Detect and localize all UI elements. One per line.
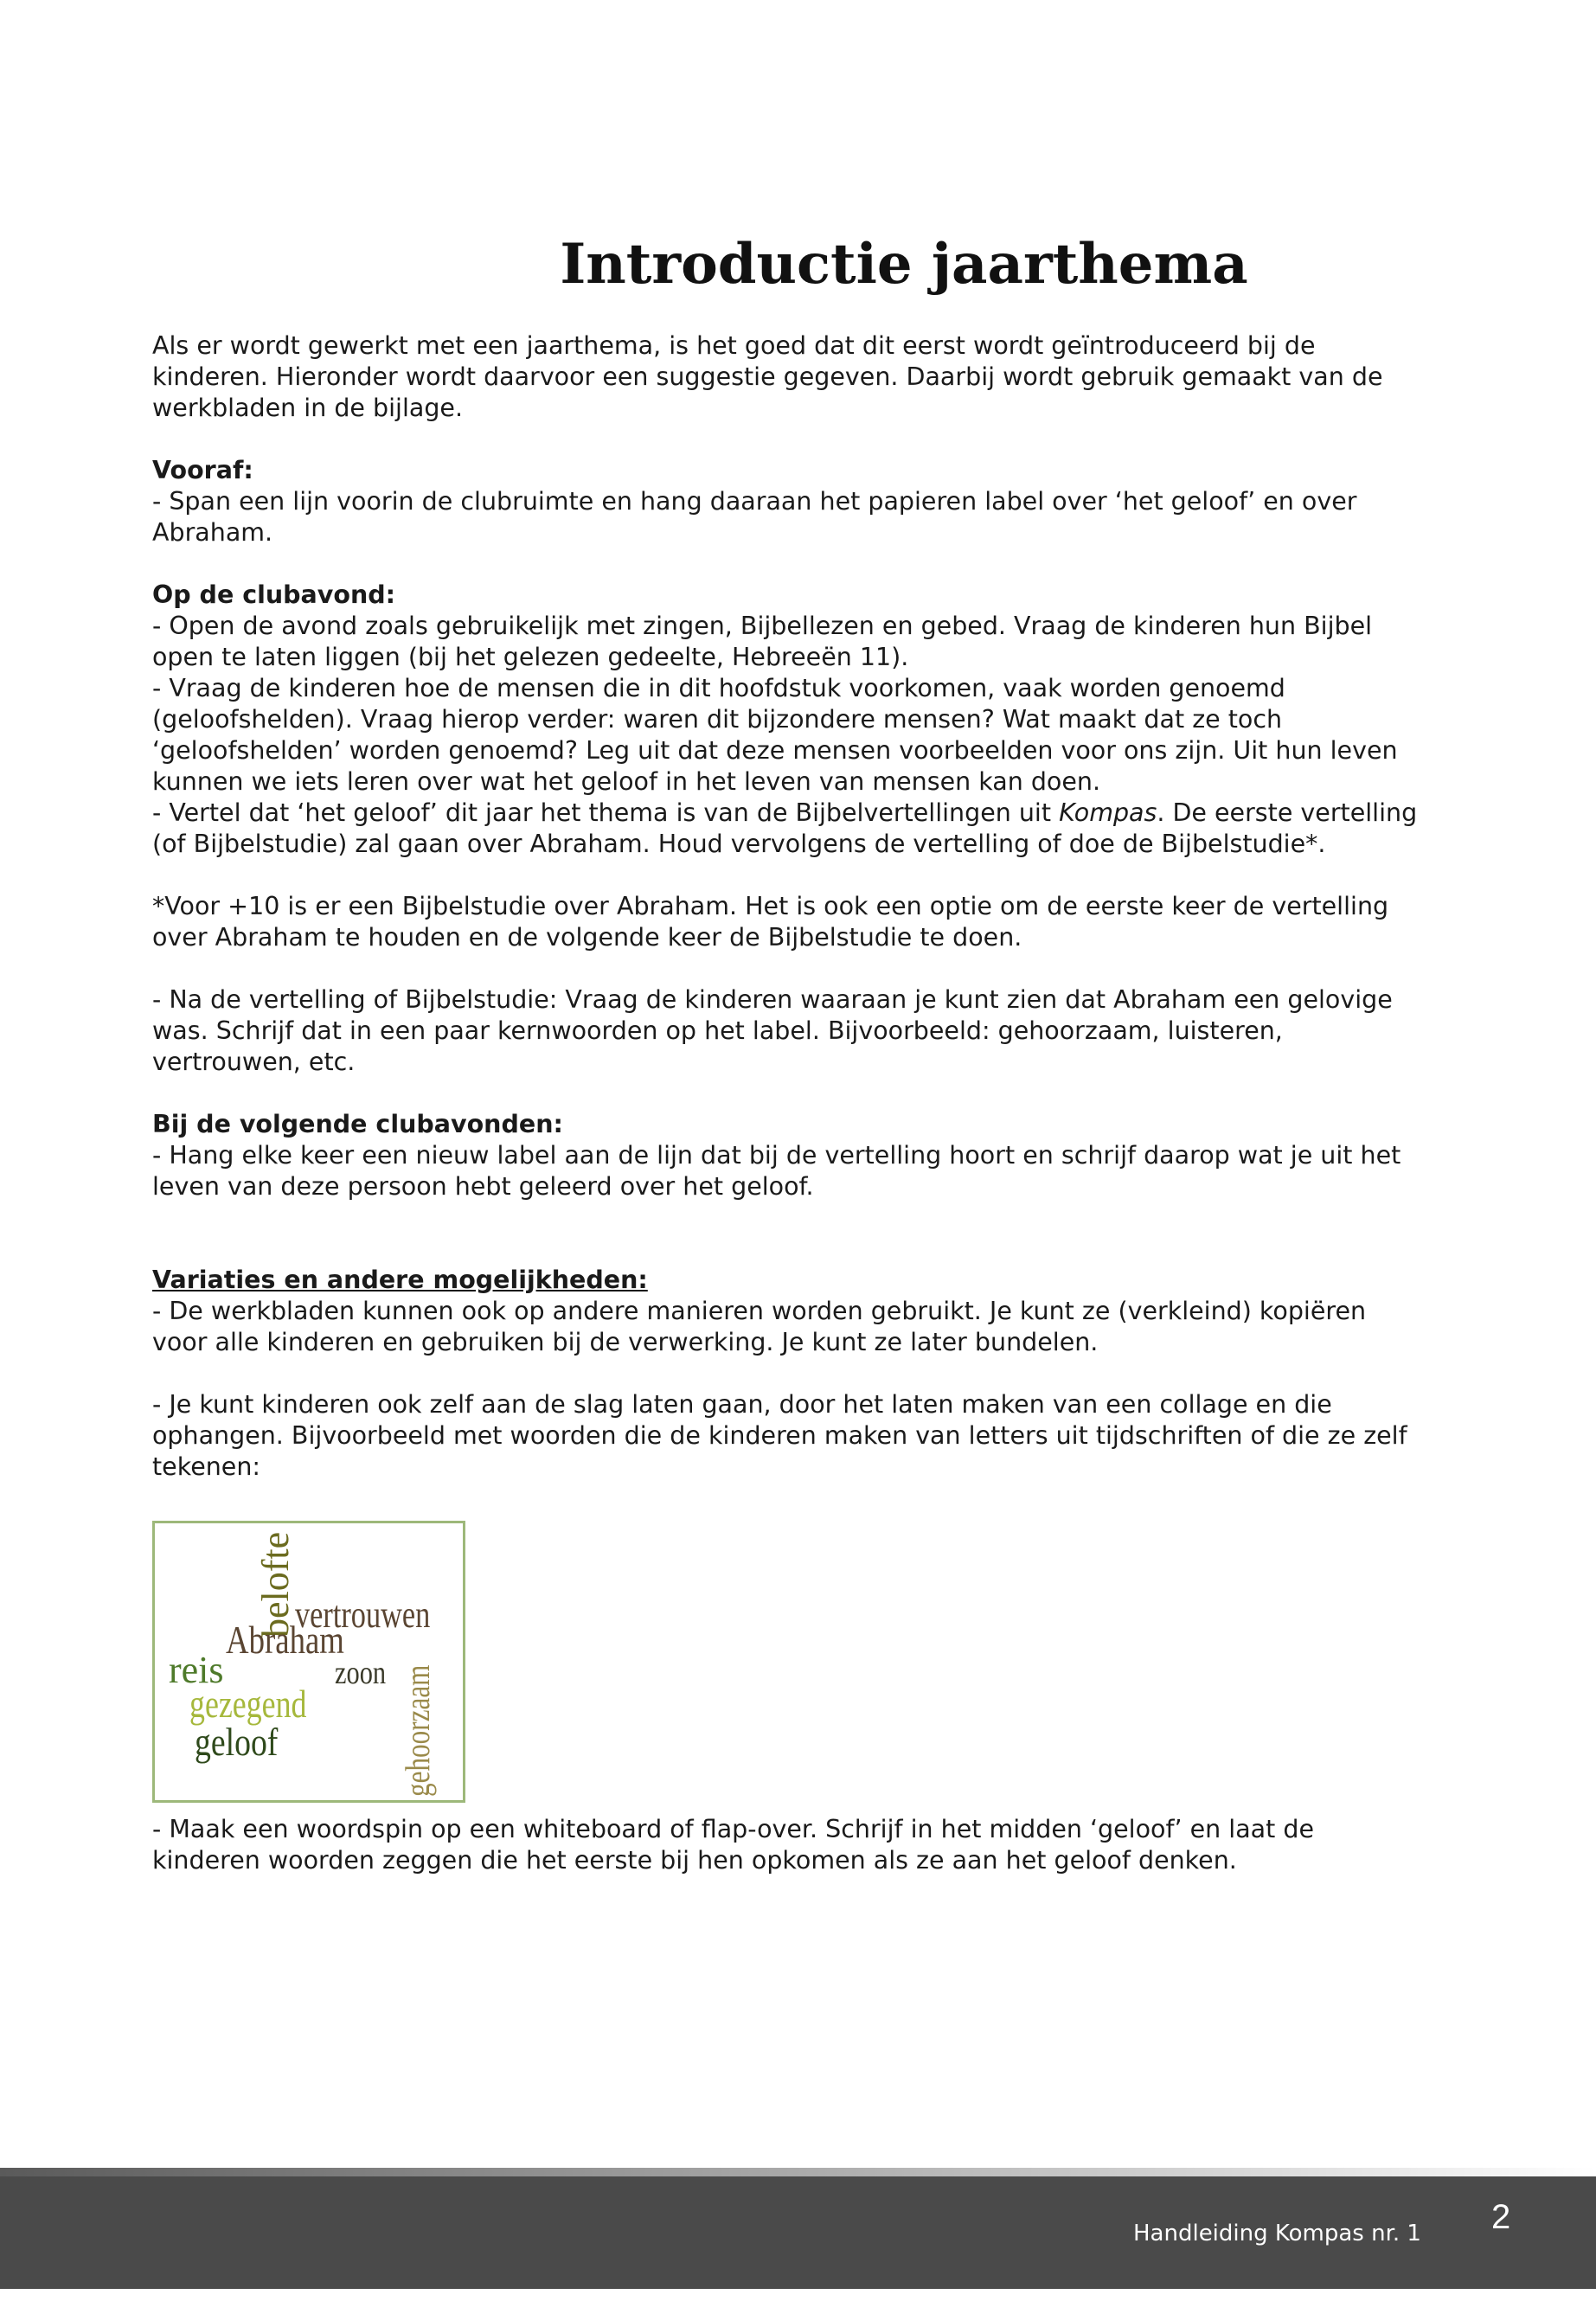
intro-paragraph: Als er wordt gewerkt met een jaarthema, is het goed dat dit eerst wordt geïntroduceerd bij de kinderen. Hieronder wordt daarvoor een suggestie gegeven. Daarbij wordt gebruik gemaakt van de werkbladen in de bijlage. [152,331,1383,422]
wordcloud-vertrouwen: vertrouwen [295,1593,431,1636]
vooraf-heading: Vooraf: [152,456,253,484]
footer-label: Handleiding Kompas nr. 1 [1133,2221,1421,2247]
volgende-text: - Hang elke keer een nieuw label aan de lijn dat bij de vertelling hoort en schrijf daarop wat je uit het leven van deze persoon hebt geleerd over het geloof. [152,1141,1401,1201]
word-cloud-image [152,1521,465,1803]
wordcloud-belofte: belofte [254,1531,297,1638]
wordcloud-zoon: zoon [335,1655,387,1691]
vooraf-text: - Span een lijn voorin de clubruimte en hang daaraan het papieren label over ‘het geloof’ en over Abraham. [152,487,1357,547]
clubavond-item-2: - Vraag de kinderen hoe de mensen die in dit hoofdstuk voorkomen, vaak worden genoemd (geloofshelden). Vraag hierop verder: waren dit bijzondere mensen? Wat maakt dat ze toch ‘geloofshelden’ worden genoemd? Leg uit dat deze mensen voorbeelden voor ons zijn. Uit hun leven kunnen we iets leren over wat het geloof in het leven van mensen kan doen. [152,674,1398,796]
variaties-item-3: - Maak een woordspin op een whiteboard of flap-over. Schrijf in het midden ‘geloof’ en laat de kinderen woorden zeggen die het eerste bij hen opkomen als ze aan het geloof denken. [152,1815,1314,1875]
wordcloud-geloof: geloof [195,1720,279,1764]
page-title: Introductie jaarthema [560,232,1248,297]
volgende-heading: Bij de volgende clubavonden: [152,1110,563,1138]
clubavond-item-3-before: - Vertel dat ‘het geloof’ dit jaar het thema is van de Bijbelvertellingen uit [152,798,1060,827]
kompas-italic: Kompas [1059,798,1157,827]
clubavond-heading: Op de clubavond: [152,580,396,609]
footnote-paragraph: *Voor +10 is er een Bijbelstudie over Abraham. Het is ook een optie om de eerste keer de vertelling over Abraham te houden en de volgende keer de Bijbelstudie te doen. [152,892,1389,952]
variaties-heading: Variaties en andere mogelijkheden: [152,1266,648,1294]
clubavond-item-3-after: . De eerste vertelling (of Bijbelstudie) zal gaan over Abraham. Houd vervolgens de vertelling of doe de Bijbelstudie*. [152,798,1418,858]
page-number: 2 [1491,2198,1511,2236]
clubavond-item-1: - Open de avond zoals gebruikelijk met zingen, Bijbellezen en gebed. Vraag de kinderen hun Bijbel open te laten liggen (bij het gelezen gedeelte, Hebreeën 11). [152,612,1373,671]
wordcloud-reis: reis [169,1649,224,1691]
variaties-item-1: - De werkbladen kunnen ook op andere manieren worden gebruikt. Je kunt ze (verkleind) kopiëren voor alle kinderen en gebruiken bij de verwerking. Je kunt ze later bundelen. [152,1297,1367,1356]
wordcloud-gezegend: gezegend [189,1682,307,1726]
na-vertelling-paragraph: - Na de vertelling of Bijbelstudie: Vraag de kinderen waaraan je kunt zien dat Abraham een gelovige was. Schrijf dat in een paar kernwoorden op het label. Bijvoorbeeld: gehoorzaam, luisteren, vertrouwen, etc. [152,985,1393,1076]
clubavond-item-3 [152,798,1424,860]
wordcloud-abraham: Abraham [226,1618,344,1662]
variaties-item-2: - Je kunt kinderen ook zelf aan de slag laten gaan, door het laten maken van een collage en die ophangen. Bijvoorbeeld met woorden die de kinderen maken van letters uit tijdschriften of die ze zelf tekenen: [152,1390,1407,1481]
wordcloud-gehoorzaam: gehoorzaam [398,1664,437,1797]
